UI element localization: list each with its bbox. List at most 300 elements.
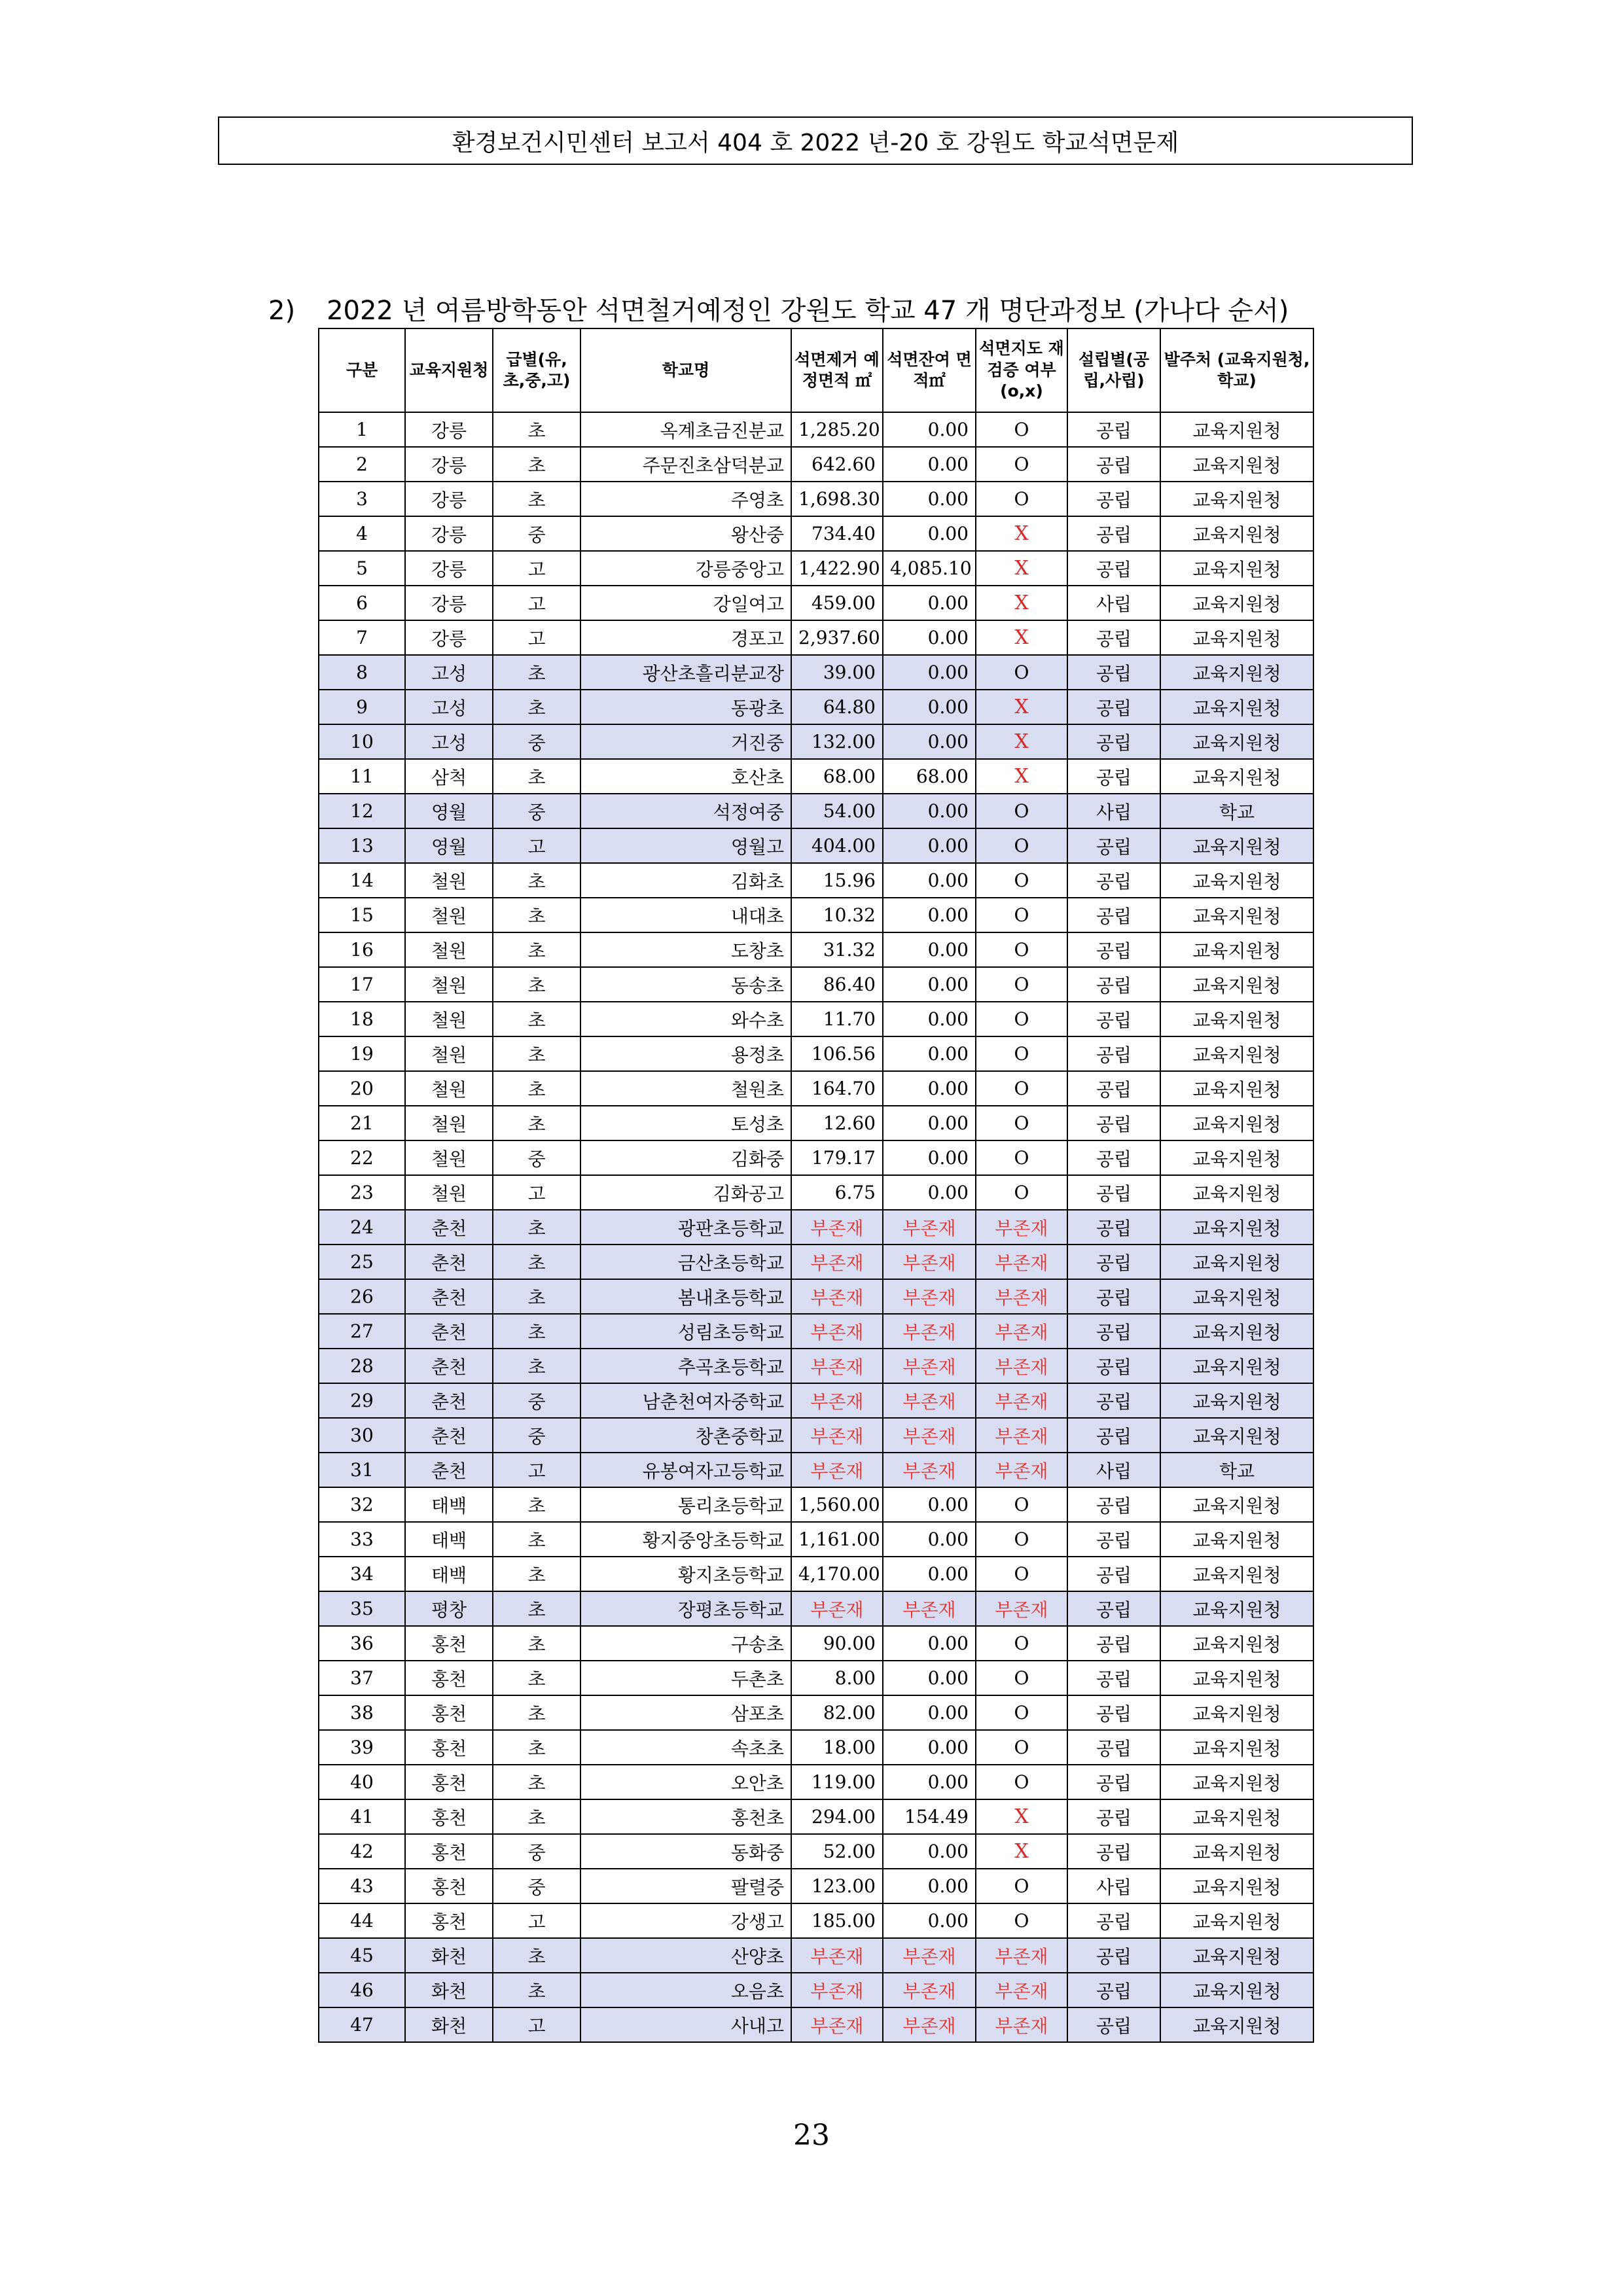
level-cell-text: 초 <box>527 1252 546 1274</box>
school-name-cell-text: 장평초등학교 <box>677 1598 784 1621</box>
school-name-cell-text: 황지중앙초등학교 <box>642 1529 784 1551</box>
office-cell-text: 춘천 <box>431 1460 467 1482</box>
row-number-text: 2 <box>356 453 368 475</box>
remaining-area-cell <box>883 1522 976 1557</box>
level-cell-text: 초 <box>527 1945 546 1968</box>
recheck-cell-text: 부존재 <box>995 1460 1048 1482</box>
remaining-area-cell-text: 0.00 <box>927 1737 969 1758</box>
header-level: 급별(유,초,중,고) <box>493 328 580 412</box>
type-cell <box>1067 1314 1160 1349</box>
type-cell-text: 공립 <box>1096 1044 1132 1066</box>
orderer-cell <box>1160 1106 1313 1140</box>
planned-area-cell-text: 부존재 <box>810 2015 864 2037</box>
orderer-cell-text: 교육지원청 <box>1192 1356 1281 1378</box>
remaining-area-cell <box>883 1453 976 1487</box>
type-cell <box>1067 1002 1160 1036</box>
planned-area-cell <box>791 551 883 586</box>
type-cell-text: 공립 <box>1096 454 1132 476</box>
remaining-area-cell-text: 부존재 <box>902 1252 956 1274</box>
planned-area-cell-text: 734.40 <box>812 523 876 544</box>
type-cell <box>1067 724 1160 759</box>
planned-area-cell <box>791 620 883 655</box>
type-cell <box>1067 1383 1160 1418</box>
recheck-cell <box>976 1383 1067 1418</box>
type-cell <box>1067 1834 1160 1869</box>
row-number-text: 44 <box>350 1910 374 1932</box>
level-cell <box>493 1626 580 1661</box>
remaining-area-cell-text: 0.00 <box>927 1528 969 1550</box>
recheck-cell <box>976 1279 1067 1314</box>
table-row <box>319 1903 1313 1938</box>
office-cell <box>405 655 493 690</box>
school-name-cell-text: 사내고 <box>730 2015 784 2037</box>
level-cell <box>493 1418 580 1453</box>
type-cell-text: 공립 <box>1096 1425 1132 1447</box>
recheck-cell-text: X <box>1014 592 1029 614</box>
row-number-text: 32 <box>350 1494 374 1515</box>
recheck-cell <box>976 1349 1067 1383</box>
school-name-cell <box>580 1106 791 1140</box>
type-cell <box>1067 863 1160 898</box>
office-cell <box>405 447 493 482</box>
school-name-cell-text: 두촌초 <box>730 1668 784 1690</box>
recheck-cell <box>976 1002 1067 1036</box>
office-cell-text: 철원 <box>431 1044 467 1066</box>
recheck-cell-text: O <box>1014 939 1029 961</box>
type-cell-text: 공립 <box>1096 662 1132 684</box>
planned-area-cell-text: 부존재 <box>810 1460 864 1482</box>
recheck-cell-text: O <box>1014 1147 1029 1169</box>
type-cell-text: 공립 <box>1096 1633 1132 1655</box>
orderer-cell <box>1160 1418 1313 1453</box>
office-cell-text: 강릉 <box>431 454 467 476</box>
planned-area-cell-text: 10.32 <box>823 904 876 926</box>
remaining-area-cell <box>883 1730 976 1765</box>
school-name-cell-text: 영월고 <box>730 836 784 858</box>
school-name-cell <box>580 516 791 551</box>
table-row <box>319 1279 1313 1314</box>
orderer-cell-text: 교육지원청 <box>1192 419 1281 442</box>
remaining-area-cell <box>883 586 976 620</box>
row-number <box>319 1349 405 1383</box>
row-number <box>319 1938 405 1973</box>
row-number-text: 38 <box>350 1702 374 1723</box>
office-cell <box>405 1695 493 1730</box>
table-row <box>319 724 1313 759</box>
header-orderer: 발주처 (교육지원청,학교) <box>1160 328 1313 412</box>
school-name-cell-text: 창촌중학교 <box>695 1425 784 1447</box>
planned-area-cell-text: 179.17 <box>812 1147 876 1169</box>
row-number-text: 46 <box>350 1979 374 2001</box>
office-cell <box>405 1245 493 1279</box>
planned-area-cell <box>791 1730 883 1765</box>
type-cell <box>1067 1765 1160 1799</box>
row-number-text: 11 <box>350 766 374 787</box>
planned-area-cell <box>791 1765 883 1799</box>
level-cell-text: 중 <box>527 1148 546 1170</box>
level-cell <box>493 1522 580 1557</box>
recheck-cell <box>976 1903 1067 1938</box>
level-cell-text: 고 <box>527 1911 546 1933</box>
row-number-text: 42 <box>350 1841 374 1862</box>
school-name-cell-text: 강릉중앙고 <box>695 558 784 580</box>
orderer-cell-text: 교육지원청 <box>1192 1113 1281 1135</box>
orderer-cell <box>1160 1002 1313 1036</box>
school-name-cell-text: 내대초 <box>730 905 784 927</box>
orderer-cell <box>1160 1938 1313 1973</box>
level-cell-text: 초 <box>527 974 546 997</box>
header-type: 설립별(공립,사립) <box>1067 328 1160 412</box>
row-number-text: 15 <box>350 904 374 926</box>
planned-area-cell <box>791 1349 883 1383</box>
office-cell-text: 화천 <box>431 2015 467 2037</box>
recheck-cell-text: 부존재 <box>995 1598 1048 1621</box>
planned-area-cell <box>791 1557 883 1591</box>
orderer-cell-text: 교육지원청 <box>1192 523 1281 546</box>
recheck-cell-text: O <box>1014 1667 1029 1689</box>
remaining-area-cell <box>883 516 976 551</box>
table-row <box>319 655 1313 690</box>
level-cell-text: 초 <box>527 1078 546 1101</box>
orderer-cell <box>1160 1071 1313 1106</box>
type-cell <box>1067 655 1160 690</box>
orderer-cell <box>1160 1349 1313 1383</box>
type-cell <box>1067 1036 1160 1071</box>
planned-area-cell-text: 부존재 <box>810 1598 864 1621</box>
orderer-cell-text: 교육지원청 <box>1192 905 1281 927</box>
recheck-cell-text: O <box>1014 835 1029 857</box>
row-number <box>319 1071 405 1106</box>
office-cell <box>405 1730 493 1765</box>
table-row <box>319 447 1313 482</box>
orderer-cell <box>1160 1140 1313 1175</box>
remaining-area-cell-text: 0.00 <box>927 835 969 857</box>
level-cell <box>493 898 580 932</box>
type-cell-text: 공립 <box>1096 836 1132 858</box>
office-cell <box>405 1175 493 1210</box>
type-cell-text: 공립 <box>1096 1598 1132 1621</box>
remaining-area-cell-text: 0.00 <box>927 1702 969 1723</box>
orderer-cell-text: 교육지원청 <box>1192 1703 1281 1725</box>
remaining-area-cell-text: 부존재 <box>902 1425 956 1447</box>
row-number-text: 41 <box>350 1806 374 1828</box>
school-name-cell-text: 추곡초등학교 <box>677 1356 784 1378</box>
orderer-cell <box>1160 551 1313 586</box>
orderer-cell-text: 교육지원청 <box>1192 1044 1281 1066</box>
school-name-cell-text: 삼포초 <box>730 1703 784 1725</box>
level-cell <box>493 1557 580 1591</box>
type-cell-text: 공립 <box>1096 1252 1132 1274</box>
recheck-cell <box>976 690 1067 724</box>
type-cell <box>1067 1487 1160 1522</box>
remaining-area-cell <box>883 1661 976 1695</box>
school-name-cell-text: 강생고 <box>730 1911 784 1933</box>
row-number <box>319 794 405 828</box>
table-row <box>319 863 1313 898</box>
office-cell <box>405 759 493 794</box>
orderer-cell <box>1160 1799 1313 1834</box>
row-number <box>319 1661 405 1695</box>
remaining-area-cell <box>883 1557 976 1591</box>
recheck-cell <box>976 1210 1067 1245</box>
row-number <box>319 1765 405 1799</box>
type-cell-text: 공립 <box>1096 1078 1132 1101</box>
table-row <box>319 1002 1313 1036</box>
type-cell <box>1067 1626 1160 1661</box>
level-cell-text: 초 <box>527 1356 546 1378</box>
planned-area-cell <box>791 1210 883 1245</box>
office-cell <box>405 1903 493 1938</box>
table-row <box>319 1834 1313 1869</box>
office-cell <box>405 1071 493 1106</box>
office-cell <box>405 2007 493 2042</box>
row-number-text: 25 <box>350 1251 374 1273</box>
level-cell-text: 초 <box>527 1633 546 1655</box>
planned-area-cell-text: 90.00 <box>823 1633 876 1654</box>
header-office: 교육지원청 <box>405 328 493 412</box>
orderer-cell <box>1160 1175 1313 1210</box>
planned-area-cell-text: 106.56 <box>812 1043 876 1065</box>
table-row <box>319 1869 1313 1903</box>
recheck-cell <box>976 1314 1067 1349</box>
office-cell <box>405 1002 493 1036</box>
office-cell <box>405 1869 493 1903</box>
remaining-area-cell <box>883 1834 976 1869</box>
row-number <box>319 655 405 690</box>
table-row <box>319 794 1313 828</box>
school-name-cell <box>580 898 791 932</box>
planned-area-cell <box>791 690 883 724</box>
orderer-cell <box>1160 1661 1313 1695</box>
recheck-cell <box>976 586 1067 620</box>
level-cell-text: 초 <box>527 1529 546 1551</box>
level-cell <box>493 1695 580 1730</box>
type-cell <box>1067 1557 1160 1591</box>
planned-area-cell-text: 39.00 <box>823 662 876 683</box>
remaining-area-cell-text: 0.00 <box>927 523 969 544</box>
office-cell-text: 고성 <box>431 662 467 684</box>
recheck-cell <box>976 1730 1067 1765</box>
school-name-cell-text: 거진중 <box>730 732 784 754</box>
level-cell <box>493 1661 580 1695</box>
school-name-cell <box>580 1036 791 1071</box>
row-number <box>319 1175 405 1210</box>
type-cell <box>1067 1349 1160 1383</box>
school-name-cell <box>580 863 791 898</box>
office-cell-text: 강릉 <box>431 627 467 650</box>
recheck-cell <box>976 620 1067 655</box>
planned-area-cell-text: 164.70 <box>812 1078 876 1099</box>
row-number-text: 40 <box>350 1771 374 1793</box>
orderer-cell <box>1160 1765 1313 1799</box>
row-number <box>319 932 405 967</box>
row-number <box>319 898 405 932</box>
row-number <box>319 586 405 620</box>
school-name-cell-text: 유봉여자고등학교 <box>642 1460 784 1482</box>
row-number <box>319 1973 405 2007</box>
recheck-cell <box>976 1106 1067 1140</box>
recheck-cell-text: O <box>1014 800 1029 822</box>
recheck-cell <box>976 1453 1067 1487</box>
planned-area-cell <box>791 1903 883 1938</box>
type-cell-text: 공립 <box>1096 697 1132 719</box>
table-row <box>319 1730 1313 1765</box>
school-name-cell-text: 산양초 <box>730 1945 784 1968</box>
planned-area-cell <box>791 1487 883 1522</box>
recheck-cell-text: O <box>1014 1182 1029 1203</box>
remaining-area-cell <box>883 967 976 1002</box>
orderer-cell <box>1160 1279 1313 1314</box>
orderer-cell <box>1160 898 1313 932</box>
type-cell <box>1067 898 1160 932</box>
school-name-cell-text: 동송초 <box>730 974 784 997</box>
school-name-cell <box>580 932 791 967</box>
recheck-cell-text: 부존재 <box>995 2015 1048 2037</box>
table-row <box>319 1175 1313 1210</box>
office-cell <box>405 1279 493 1314</box>
report-header <box>218 116 1413 165</box>
row-number-text: 36 <box>350 1633 374 1654</box>
type-cell-text: 공립 <box>1096 1980 1132 2002</box>
remaining-area-cell-text: 부존재 <box>902 1390 956 1413</box>
planned-area-cell-text: 642.60 <box>812 453 876 475</box>
school-name-cell <box>580 2007 791 2042</box>
orderer-cell-text: 교육지원청 <box>1192 1217 1281 1239</box>
orderer-cell-text: 교육지원청 <box>1192 1945 1281 1968</box>
planned-area-cell <box>791 863 883 898</box>
level-cell <box>493 1106 580 1140</box>
level-cell-text: 초 <box>527 1737 546 1759</box>
planned-area-cell <box>791 759 883 794</box>
table-row <box>319 1522 1313 1557</box>
orderer-cell-text: 교육지원청 <box>1192 2015 1281 2037</box>
remaining-area-cell <box>883 482 976 516</box>
remaining-area-cell-text: 0.00 <box>927 1841 969 1862</box>
orderer-cell-text: 교육지원청 <box>1192 1390 1281 1413</box>
type-cell-text: 공립 <box>1096 870 1132 892</box>
office-cell <box>405 1661 493 1695</box>
table-row <box>319 620 1313 655</box>
level-cell <box>493 482 580 516</box>
orderer-cell-text: 교육지원청 <box>1192 732 1281 754</box>
remaining-area-cell-text: 0.00 <box>927 488 969 510</box>
planned-area-cell-text: 54.00 <box>823 800 876 822</box>
level-cell <box>493 1730 580 1765</box>
row-number-text: 13 <box>350 835 374 857</box>
recheck-cell <box>976 655 1067 690</box>
remaining-area-cell <box>883 1002 976 1036</box>
remaining-area-cell-text: 부존재 <box>902 1286 956 1309</box>
office-cell-text: 강릉 <box>431 523 467 546</box>
recheck-cell <box>976 898 1067 932</box>
remaining-area-cell <box>883 1314 976 1349</box>
school-name-cell <box>580 1799 791 1834</box>
recheck-cell-text: O <box>1014 904 1029 926</box>
school-name-cell-text: 김화공고 <box>713 1182 784 1205</box>
row-number <box>319 1106 405 1140</box>
orderer-cell-text: 교육지원청 <box>1192 454 1281 476</box>
office-cell <box>405 690 493 724</box>
office-cell <box>405 828 493 863</box>
planned-area-cell-text: 8.00 <box>834 1667 876 1689</box>
office-cell-text: 철원 <box>431 1113 467 1135</box>
recheck-cell-text: O <box>1014 1008 1029 1030</box>
remaining-area-cell <box>883 794 976 828</box>
recheck-cell <box>976 1418 1067 1453</box>
recheck-cell-text: X <box>1014 1805 1029 1828</box>
level-cell-text: 중 <box>527 1841 546 1863</box>
type-cell <box>1067 1661 1160 1695</box>
planned-area-cell-text: 1,698.30 <box>798 488 880 510</box>
remaining-area-cell <box>883 1036 976 1071</box>
remaining-area-cell-text: 부존재 <box>902 1598 956 1621</box>
recheck-cell <box>976 1071 1067 1106</box>
office-cell <box>405 1106 493 1140</box>
school-name-cell <box>580 828 791 863</box>
orderer-cell-text: 교육지원청 <box>1192 489 1281 511</box>
type-cell-text: 공립 <box>1096 1703 1132 1725</box>
remaining-area-cell <box>883 828 976 863</box>
office-cell-text: 영월 <box>431 801 467 823</box>
recheck-cell <box>976 1591 1067 1626</box>
recheck-cell <box>976 1487 1067 1522</box>
orderer-cell <box>1160 1730 1313 1765</box>
school-name-cell <box>580 1938 791 1973</box>
table-row <box>319 1591 1313 1626</box>
office-cell <box>405 1765 493 1799</box>
remaining-area-cell-text: 0.00 <box>927 696 969 718</box>
level-cell <box>493 1938 580 1973</box>
office-cell-text: 삼척 <box>431 766 467 788</box>
table-row <box>319 2007 1313 2042</box>
level-cell-text: 초 <box>527 419 546 442</box>
office-cell-text: 홍천 <box>431 1841 467 1863</box>
type-cell-text: 공립 <box>1096 1737 1132 1759</box>
planned-area-cell <box>791 828 883 863</box>
office-cell <box>405 551 493 586</box>
planned-area-cell <box>791 898 883 932</box>
recheck-cell-text: O <box>1014 1563 1029 1585</box>
type-cell-text: 사립 <box>1096 801 1132 823</box>
type-cell <box>1067 794 1160 828</box>
recheck-cell <box>976 1938 1067 1973</box>
school-name-cell-text: 용정초 <box>730 1044 784 1066</box>
table-row <box>319 1349 1313 1383</box>
table-row <box>319 1106 1313 1140</box>
school-name-cell-text: 강일여고 <box>713 593 784 615</box>
orderer-cell <box>1160 412 1313 447</box>
planned-area-cell <box>791 1175 883 1210</box>
type-cell-text: 사립 <box>1096 1876 1132 1898</box>
planned-area-cell <box>791 1071 883 1106</box>
level-cell-text: 고 <box>527 593 546 615</box>
school-name-cell <box>580 1210 791 1245</box>
school-name-cell <box>580 1661 791 1695</box>
office-cell-text: 화천 <box>431 1980 467 2002</box>
school-name-cell-text: 남춘천여자중학교 <box>642 1390 784 1413</box>
row-number <box>319 1245 405 1279</box>
table-row <box>319 1626 1313 1661</box>
school-name-cell <box>580 1418 791 1453</box>
school-name-cell-text: 동화중 <box>730 1841 784 1863</box>
type-cell-text: 공립 <box>1096 1841 1132 1863</box>
row-number <box>319 828 405 863</box>
recheck-cell-text: O <box>1014 1633 1029 1654</box>
level-cell-text: 고 <box>527 558 546 580</box>
type-cell-text: 공립 <box>1096 1113 1132 1135</box>
school-name-cell <box>580 967 791 1002</box>
level-cell-text: 초 <box>527 1009 546 1031</box>
